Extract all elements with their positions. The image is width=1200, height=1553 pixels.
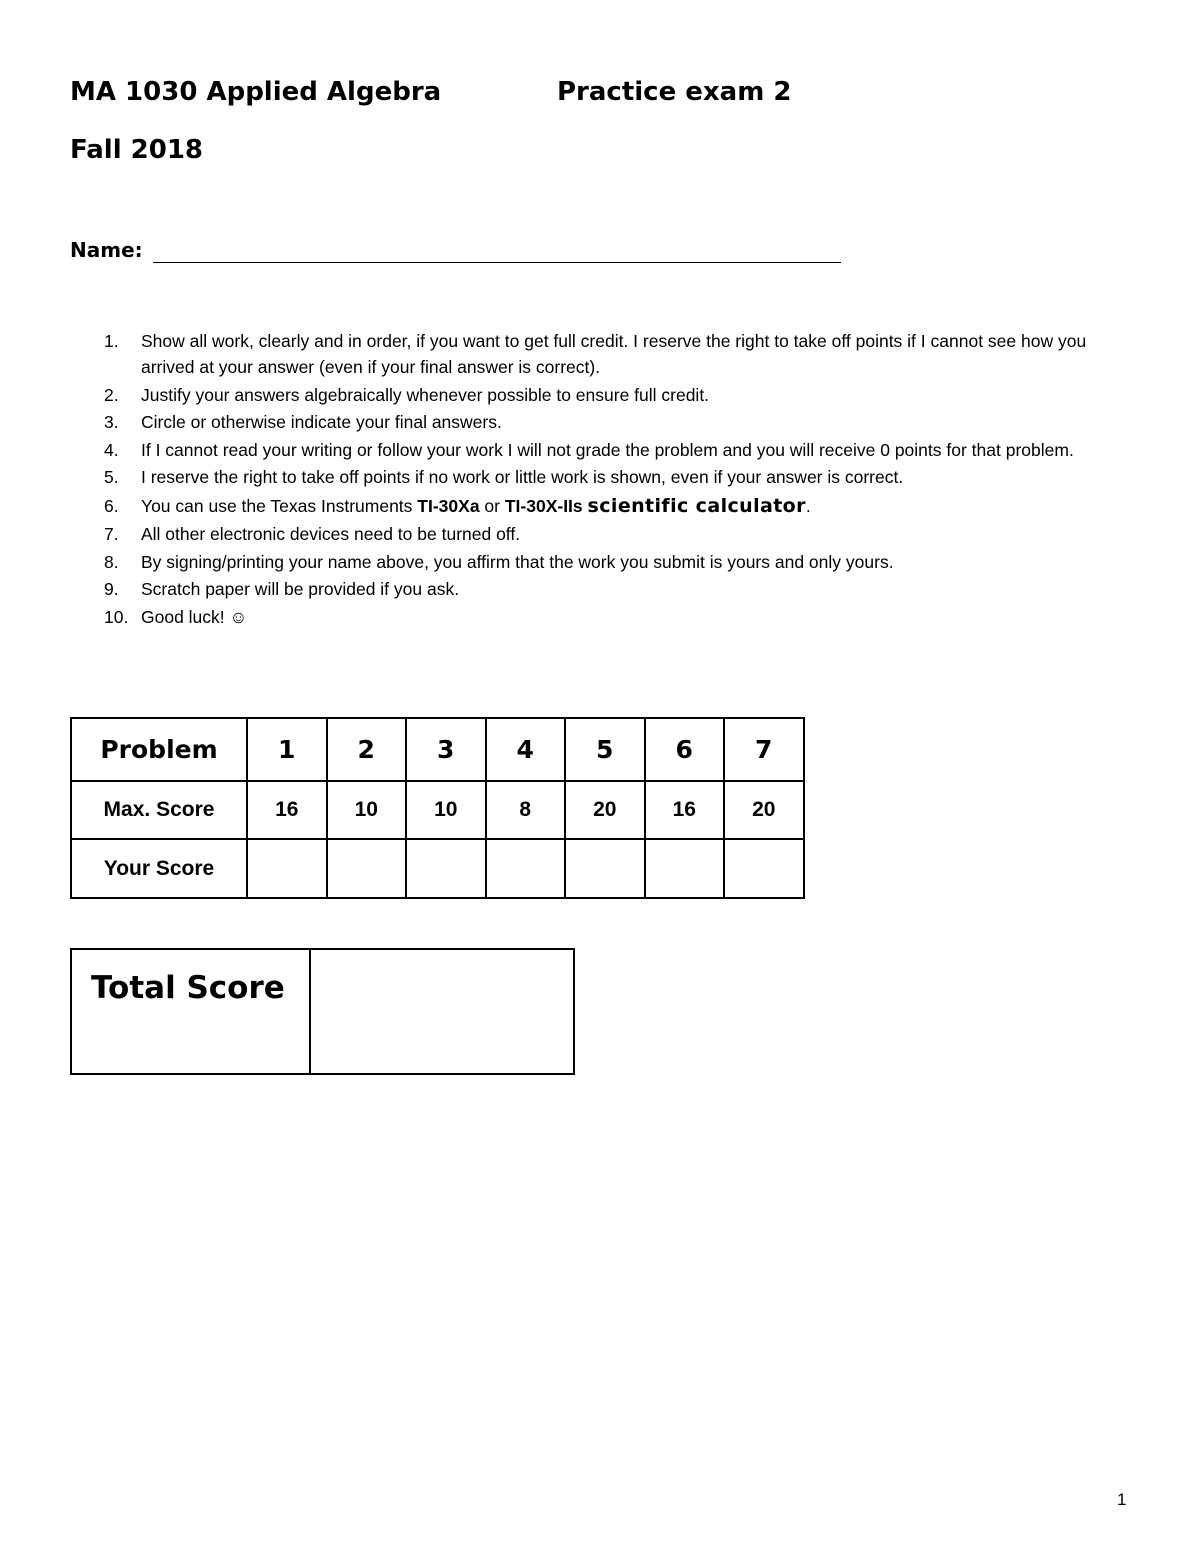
instruction-number: 6. bbox=[104, 495, 119, 516]
instruction-text: Justify your answers algebraically whenever possible to ensure full credit. bbox=[141, 384, 710, 405]
max-score-cell: 10 bbox=[327, 781, 407, 839]
instructions-list bbox=[104, 328, 1124, 631]
problem-number: 1 bbox=[247, 718, 327, 781]
instruction-number: 7. bbox=[104, 524, 119, 544]
instruction-number: 2. bbox=[104, 384, 119, 405]
instruction-text: . bbox=[805, 495, 811, 516]
your-score-cell bbox=[565, 839, 645, 898]
your-score-cell bbox=[724, 839, 804, 898]
instruction-text: Scratch paper will be provided if you ask. bbox=[141, 579, 460, 599]
calculator-type: scientific calculator bbox=[587, 494, 806, 517]
problem-number: 2 bbox=[327, 718, 407, 781]
instruction-item bbox=[104, 328, 1124, 380]
name-label: Name: bbox=[70, 238, 143, 262]
max-score-cell: 20 bbox=[565, 781, 645, 839]
instruction-text: Good luck! ☺ bbox=[141, 606, 248, 627]
your-score-row bbox=[71, 839, 804, 898]
max-score-cell: 10 bbox=[406, 781, 486, 839]
instruction-text: All other electronic devices need to be turned off. bbox=[141, 524, 521, 544]
your-score-cell bbox=[247, 839, 327, 898]
instruction-number: 3. bbox=[104, 412, 119, 432]
instruction-number: 9. bbox=[104, 579, 119, 599]
your-score-cell bbox=[645, 839, 725, 898]
row-header-problem: Problem bbox=[71, 718, 247, 781]
instruction-item bbox=[104, 521, 1124, 547]
max-score-cell: 8 bbox=[486, 781, 566, 839]
instruction-text: I reserve the right to take off points if no work or little work is shown, even if your answer is correct. bbox=[141, 467, 904, 487]
problem-number: 4 bbox=[486, 718, 566, 781]
calculator-model: TI-30Xa bbox=[417, 495, 480, 516]
max-score-cell: 16 bbox=[645, 781, 725, 839]
instruction-item bbox=[104, 576, 1124, 602]
calculator-model: TI-30X-IIs bbox=[504, 495, 583, 516]
instruction-item bbox=[104, 382, 1124, 408]
max-score-cell: 20 bbox=[724, 781, 804, 839]
problem-number: 3 bbox=[406, 718, 486, 781]
total-score-value-cell bbox=[310, 949, 574, 1074]
instruction-number: 4. bbox=[104, 439, 119, 460]
total-score-label: Total Score bbox=[91, 970, 285, 1006]
max-score-cell: 16 bbox=[247, 781, 327, 839]
problem-row bbox=[71, 718, 804, 781]
instruction-text: By signing/printing your name above, you affirm that the work you submit is yours and only yours. bbox=[141, 551, 894, 572]
your-score-cell bbox=[406, 839, 486, 898]
exam-title: Practice exam 2 bbox=[557, 77, 792, 107]
total-score-label-cell bbox=[71, 949, 310, 1074]
instruction-number: 10. bbox=[104, 606, 129, 627]
instruction-number: 8. bbox=[104, 551, 119, 572]
instruction-item bbox=[104, 604, 1124, 630]
instruction-text: If I cannot read your writing or follow your work I will not grade the problem and you will receive 0 points for that problem. bbox=[141, 439, 1074, 460]
instruction-item bbox=[104, 464, 1124, 490]
problem-number: 5 bbox=[565, 718, 645, 781]
instruction-text: You can use the Texas Instruments bbox=[141, 495, 418, 516]
problem-number: 6 bbox=[645, 718, 725, 781]
course-title: MA 1030 Applied Algebra bbox=[70, 77, 442, 107]
instruction-text: Circle or otherwise indicate your final answers. bbox=[141, 412, 502, 432]
instruction-item bbox=[104, 492, 1124, 520]
instruction-text: or bbox=[479, 495, 505, 516]
score-table bbox=[70, 717, 805, 899]
your-score-cell bbox=[486, 839, 566, 898]
instruction-number: 5. bbox=[104, 467, 119, 487]
instruction-number: 1. bbox=[104, 331, 119, 351]
term-label: Fall 2018 bbox=[70, 135, 204, 165]
problem-number: 7 bbox=[724, 718, 804, 781]
instruction-item bbox=[104, 409, 1124, 435]
page-number: 1 bbox=[1117, 1490, 1127, 1509]
instruction-item bbox=[104, 549, 1124, 575]
max-score-row bbox=[71, 781, 804, 839]
instruction-text: Show all work, clearly and in order, if you want to get full credit. I reserve the right to take off points if I cannot see how you arrived at your answer (even if your final answer is correct). bbox=[141, 331, 1087, 377]
total-score-table bbox=[70, 948, 575, 1075]
name-blank-line bbox=[153, 262, 841, 263]
row-header-your-score: Your Score bbox=[71, 839, 247, 898]
your-score-cell bbox=[327, 839, 407, 898]
instruction-item bbox=[104, 437, 1124, 463]
row-header-max-score: Max. Score bbox=[71, 781, 247, 839]
